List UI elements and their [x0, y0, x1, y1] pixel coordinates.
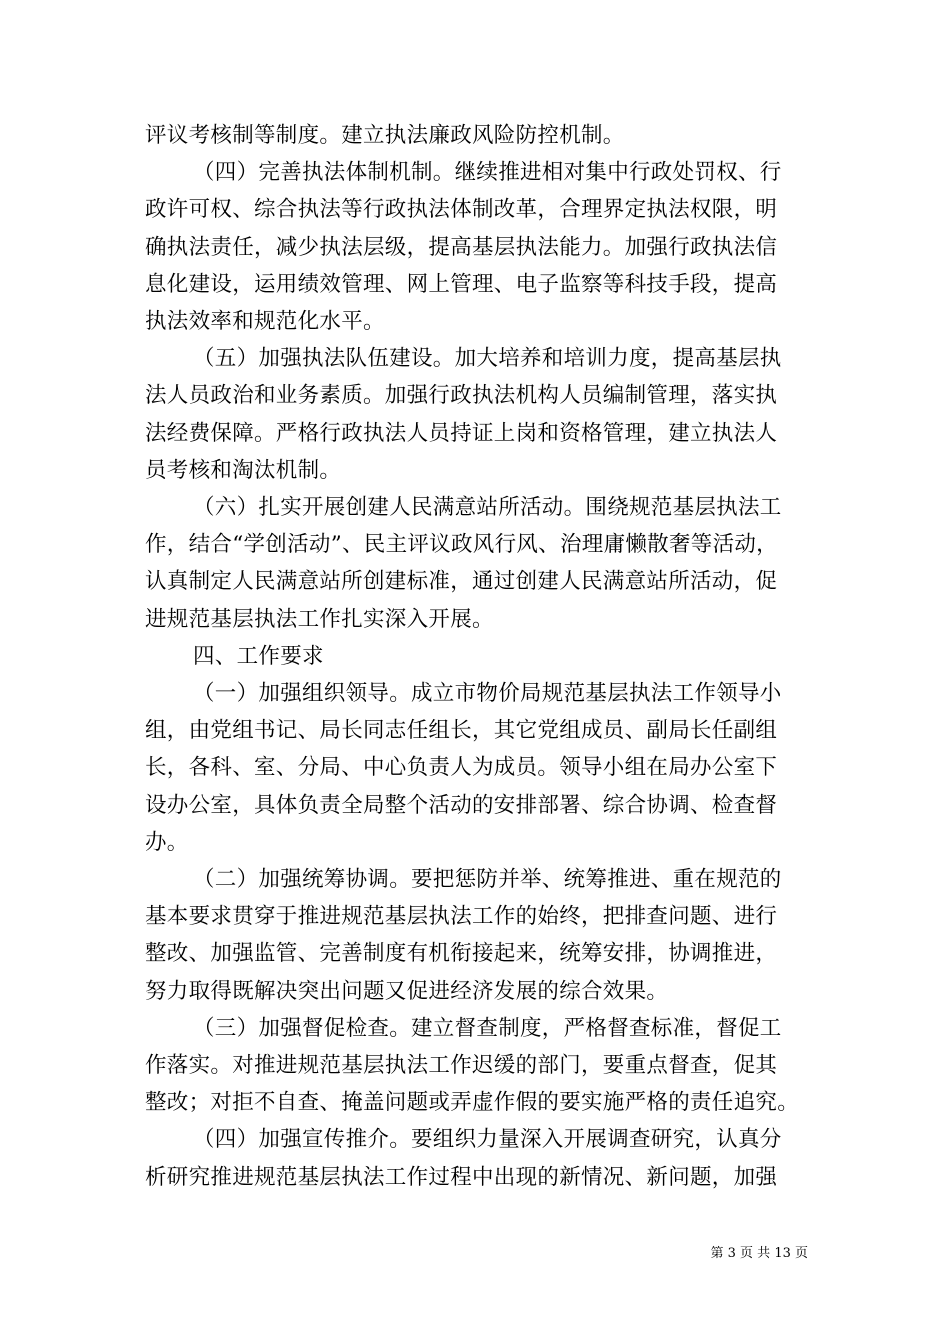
text-line: 四、工作要求	[193, 643, 324, 669]
text-line: （三）加强督促检查。建立督查制度，严格督查标准，督促工	[193, 1015, 782, 1041]
text-line: 法经费保障。严格行政执法人员持证上岗和资格管理，建立执法人	[145, 420, 778, 446]
text-line: （二）加强统筹协调。要把惩防并举、统筹推进、重在规范的	[193, 867, 782, 893]
text-line: （六）扎实开展创建人民满意站所活动。围绕规范基层执法工	[193, 495, 782, 521]
text-line: 息化建设，运用绩效管理、网上管理、电子监察等科技手段，提高	[145, 271, 778, 297]
text-line: 执法效率和规范化水平。	[145, 309, 385, 335]
text-line: 整改；对拒不自查、掩盖问题或弄虚作假的要实施严格的责任追究。	[145, 1090, 800, 1116]
text-line: 长，各科、室、分局、中心负责人为成员。领导小组在局办公室下	[145, 755, 778, 781]
text-line: 评议考核制等制度。建立执法廉政风险防控机制。	[145, 123, 625, 148]
text-line: 员考核和淘汰机制。	[145, 457, 342, 483]
text-line: 进规范基层执法工作扎实深入开展。	[145, 606, 494, 632]
text-line: 作，结合“学创活动”、民主评议政风行风、治理庸懒散奢等活动，	[145, 532, 778, 558]
text-line: （四）加强宣传推介。要组织力量深入开展调查研究，认真分	[193, 1127, 782, 1153]
text-line: 基本要求贯穿于推进规范基层执法工作的始终，把排查问题、进行	[145, 904, 778, 930]
text-line: （五）加强执法队伍建设。加大培养和培训力度，提高基层执	[193, 346, 782, 372]
text-line: 作落实。对推进规范基层执法工作迟缓的部门，要重点督查，促其	[145, 1053, 778, 1079]
text-line: 确执法责任，减少执法层级，提高基层执法能力。加强行政执法信	[145, 234, 778, 260]
text-line: 办。	[145, 829, 189, 855]
page-number-footer: 第 3 页 共 13 页	[710, 1246, 808, 1261]
text-line: 努力取得既解决突出问题又促进经济发展的综合效果。	[145, 978, 669, 1004]
text-line: 整改、加强监管、完善制度有机衔接起来，统筹安排，协调推进，	[145, 941, 778, 967]
text-line: （四）完善执法体制机制。继续推进相对集中行政处罚权、行	[193, 160, 782, 186]
text-line: 认真制定人民满意站所创建标准，通过创建人民满意站所活动，促	[145, 569, 778, 595]
text-line: （一）加强组织领导。成立市物价局规范基层执法工作领导小	[193, 681, 782, 707]
document-body	[145, 117, 810, 1196]
text-line: 组，由党组书记、局长同志任组长，其它党组成员、副局长任副组	[145, 718, 778, 744]
text-line: 政许可权、综合执法等行政执法体制改革，合理界定执法权限，明	[145, 197, 778, 223]
text-line: 设办公室，具体负责全局整个活动的安排部署、综合协调、检查督	[145, 792, 778, 818]
text-line: 析研究推进规范基层执法工作过程中出现的新情况、新问题，加强	[145, 1164, 778, 1190]
text-line: 法人员政治和业务素质。加强行政执法机构人员编制管理，落实执	[145, 383, 778, 409]
